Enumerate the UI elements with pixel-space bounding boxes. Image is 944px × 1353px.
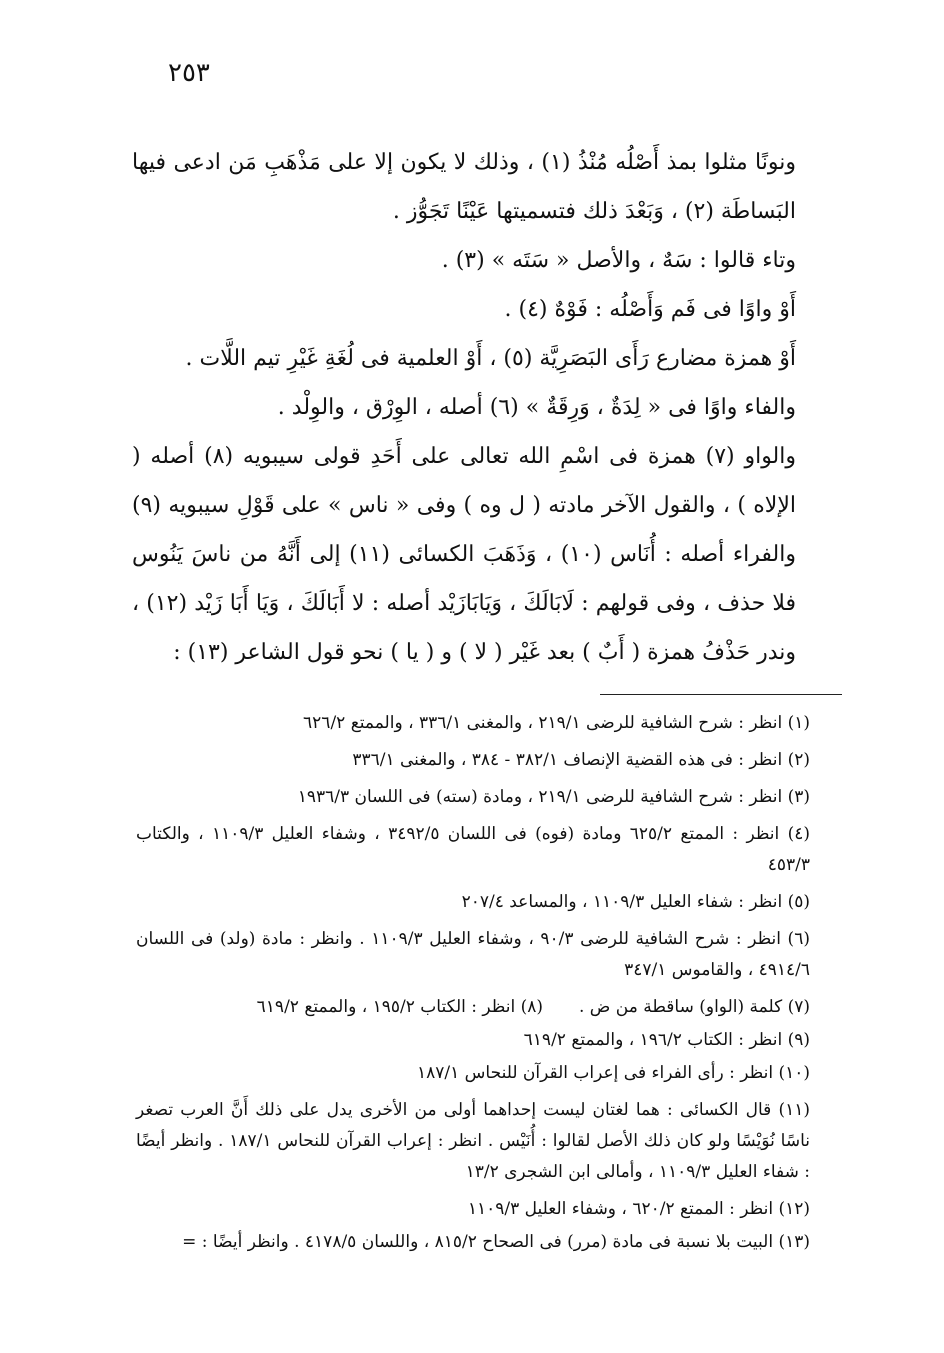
paragraph: والواو (٧) همزة فى اسْمِ الله تعالى على أَحَدِ قولى سيبويه (٨) أصله ( الإلاه ) ، والقول الآخر مادته ( ل وه ) وفى « ناس » على قَوْلِ سيبويه (٩) والفراء أصله : أُنَاس (١٠) ، وَذَهَبَ الكسائى (١١) إلى أَنَّهُ من ناسَ يَنُوس فلا حذف ، وفى قولهم : لَابَالَكَ ، وَيَابَازَيْد أصله : لا أَبَالَكَ ، وَيَا أَبَا زَيْد (١٢) ، وندر حَذْفُ همزة ( أَبٌ ) بعد غَيْر ( لا ) و ( يا ) نحو قول الشاعر (١٣) : (132, 444, 796, 665)
footnotes (136, 708, 842, 1264)
footnote: (١٣) البيت بلا نسبة فى مادة (مرر) فى الصحاح ٨١٥/٢ ، واللسان ٤١٧٨/٥ . وانظر أيضًا : = (182, 1232, 810, 1252)
footnote: (٦) انظر : شرح الشافية للرضى ٩٠/٣ ، وشفاء العليل ١١٠٩/٣ . وانظر : مادة (ولد) فى اللسان ٤٩١٤/٦ ، والقاموس ٣٤٧/١ (136, 929, 810, 980)
page-number: ٢٥٣ (168, 58, 210, 88)
footnote: (١) انظر : شرح الشافية للرضى ٢١٩/١ ، والمغنى ٣٣٦/١ ، والممتع ٦٢٦/٢ (303, 713, 810, 733)
footnote-separator (600, 694, 842, 695)
footnote: (٩) انظر : الكتاب ١٩٦/٢ ، والممتع ٦١٩/٢ (523, 1030, 810, 1050)
footnote: (١٢) انظر : الممتع ٦٢٠/٢ ، وشفاء العليل ١١٠٩/٣ (467, 1199, 810, 1219)
footnote: (١١) قال الكسائى : هما لغتان ليست إحداهما أولى من الأخرى يدل على ذلك أَنَّ العرب تصغر ناسًا نُوَيْسًا ولو كان ذلك الأصل لقالوا : أُنَيْس . انظر : إعراب القرآن للنحاس ١٨٧/١ . وانظر أيضًا : شفاء العليل ١١٠٩/٣ ، وأمالى ابن الشجرى ١٣/٢ (136, 1100, 810, 1182)
footnote: (١٠) انظر : رأى الفراء فى إعراب القرآن للنحاس ١٨٧/١ (417, 1063, 810, 1083)
main-text (132, 138, 842, 677)
paragraph: أَوْ همزة مضارع رَأَى البَصَرِيَّة (٥) ، أَوْ العلمية فى لُغَةِ غَيْرِ تيم اللَّات . (185, 346, 796, 371)
footnote: (٤) انظر : الممتع ٦٢٥/٢ ومادة (فوه) فى اللسان ٣٤٩٢/٥ ، وشفاء العليل ١١٠٩/٣ ، والكتاب ٤٥٣/٣ (136, 824, 810, 875)
footnote-row (136, 992, 842, 1023)
footnote: (٣) انظر : شرح الشافية للرضى ٢١٩/١ ، ومادة (سته) فى اللسان ١٩٣٦/٣ (297, 787, 810, 807)
paragraph: ونونًا مثلوا بمذ أَصْلُه مُنْذُ (١) ، وذلك لا يكون إلا على مَذْهَبِ مَن ادعى فيها البَساطَة (٢) ، وَبَعْدَ ذلك فتسميتها عَيْنًا تَجَوُّز . (132, 150, 796, 224)
footnote: (٨) انظر : الكتاب ١٩٥/٢ ، والممتع ٦١٩/٢ (256, 997, 543, 1017)
paragraph: وتاء قالوا : سَهٌ ، والأصل « سَتَه » (٣) . (441, 248, 796, 273)
footnote: (٧) كلمة (الواو) ساقطة من ض . (579, 997, 810, 1017)
footnote: (٥) انظر : شفاء العليل ١١٠٩/٣ ، والمساعد ٢٠٧/٤ (461, 892, 810, 912)
paragraph: أَوْ واوًا فى فَم وَأَصْلُه : فَوْهٌ (٤) . (504, 297, 796, 322)
footnote: (٢) انظر : فى هذه القضية الإنصاف ٣٨٢/١ - ٣٨٤ ، والمغنى ٣٣٦/١ (352, 750, 810, 770)
paragraph: والفاء واوًا فى « لِدَةٌ ، وَرِقَةٌ » (٦) أصله ، الوِرْق ، والوِلْد . (277, 395, 796, 420)
